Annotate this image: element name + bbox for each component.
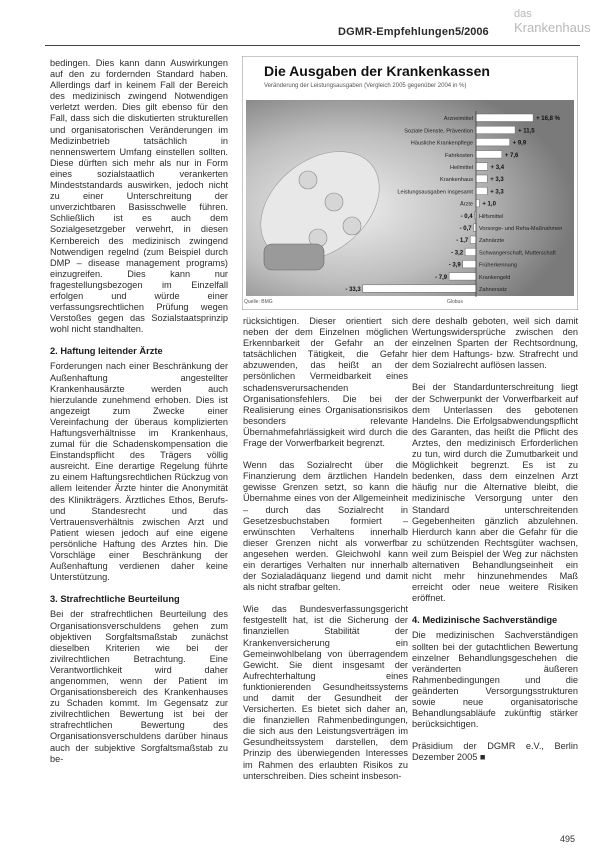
category-label: Krankenhaus	[440, 177, 473, 184]
running-title: DGMR-Empfehlungen	[338, 26, 456, 38]
category-label: Arzneimittel	[443, 116, 473, 123]
category-label: Zahnersatz	[479, 287, 507, 293]
value-label: - 0,4	[460, 213, 473, 220]
value-label: + 7,6	[504, 152, 519, 159]
paragraph: Forderungen nach einer Beschränkung der Außenhaftung angestellter Krankenhausärzte werden auch hierzulande zunehmend erhoben. Dies ist angezeigt zum Zwecke einer Vereinfachung der überaus komplizierten Haftungsverhältnisse im Krankenhaus, zumal für die Schadenskompensation die Einstandspflicht des Trägers völlig ausreicht. Eine derartige Regelung führte zu einem Haftungsrechtlichen Rückzug von allem leitender Ärzte hinter die Anonymität des Klinikträgers. Ärztliches Ethos, Berufs- und Standesrecht und das Vertrauensverhältnis zwischen Arzt und Patient wiesen jedoch auf eine eigene persönliche Haftung des Arztes hin. Die Vorschläge einer Beschränkung der Außenhaftung verdienen daher keine Unterstützung.	[50, 361, 228, 583]
bar	[463, 260, 476, 268]
pill	[343, 217, 361, 235]
bar	[476, 163, 488, 171]
category-label: Leistungsausgaben insgesamt	[397, 189, 473, 196]
category-label: Krankengeld	[479, 274, 511, 281]
bar	[449, 273, 476, 281]
signature: Präsidium der DGMR e.V., Berlin Dezember 2005 ■	[412, 741, 578, 763]
section-heading: 2. Haftung leitender Ärzte	[50, 346, 163, 357]
column-middle	[243, 316, 408, 793]
category-label: Schwangerschaft, Mutterschaft	[479, 250, 556, 257]
column-left	[50, 58, 228, 776]
value-label: - 0,7	[459, 226, 472, 232]
value-label: - 33,3	[345, 287, 361, 293]
category-label: Heilmittel	[449, 165, 473, 171]
pill	[325, 193, 343, 211]
paragraph: rücksichtigen. Dieser orientiert sich neben der dem Einzelnen möglichen Erkennbarkeit der Gefahr an der tatsächlichen Tätigkeit, die Gefahr abzuwenden, das heißt an der persönlichen Vermeidbarkeit eines schadensverursachenden Organisationsfehlers. Die bei der Realisierung eines Organisationsrisikos besonders relevante Übernahmefahrlässigkeit wird durch die Frage der Vorwerfbarkeit begrenzt.	[243, 316, 408, 449]
category-label: Häusliche Krankenpflege	[410, 140, 473, 147]
value-label: - 1,7	[456, 238, 469, 245]
paragraph: Wenn das Sozialrecht über die Finanzierung dem ärztlichen Handeln gewisse Grenzen setzt, so kann die Übernahme eines von der Allgemeinheit – durch das Sozialrecht in Gesetzesbuchstaben formiert – erwünschten Verhaltens innerhalb dieser Grenzen nicht als vorwerfbar angesehen werden. Gleichwohl kann ein derartiges Verhalten nur innerhalb der Sozialadäquanz liegend und damit als nicht strafbar gelten.	[243, 460, 408, 593]
bar	[476, 138, 510, 146]
value-label: - 7,9	[435, 274, 448, 281]
page-header	[0, 0, 610, 48]
category-label: Hilfsmittel	[479, 213, 504, 220]
chart-title: Die Ausgaben der Krankenkassen	[264, 63, 490, 79]
pill	[299, 171, 317, 189]
value-label: + 3,3	[490, 189, 504, 196]
value-label: + 16,8 %	[536, 116, 560, 123]
paragraph: Wie das Bundesverfassungsgericht festgestellt hat, ist die Sicherung der finanziellen Stabilität der Krankenversicherung ein Gemeinwohlbelang von überragendem Gewicht. Sie dient insgesamt der Aufrechterhaltung eines funktionierenden Gesundheitssystems und damit der Gesundheit der Versicherten. Es bietet sich daher an, die finanziellen Rahmenbedingungen, die sich aus den Leistungsverträgen im Gesundheitssystem darstellen, dem Prinzip des überwiegenden Interesses im Rahmen des erlaubten Risikos zu unterschreiben. Dies scheint insbeson-	[243, 604, 408, 781]
value-label: + 1,0	[482, 201, 496, 208]
category-label: Fahrkosten	[445, 152, 473, 159]
euro-coin	[264, 244, 324, 270]
value-label: - 3,2	[451, 250, 464, 257]
section-heading: 3. Strafrechtliche Beurteilung	[50, 594, 180, 605]
paragraph: Die medizinischen Sachverständigen sollten bei der gutachtlichen Bewertung einzelner Behandlungsgeschehen die veränderten äußeren Rahmenbedingungen und die geänderten Versorgungsstrukturen sowie neue organisatorische Behandlungsabläufe zukünftig stärker berücksichtigen.	[412, 630, 578, 730]
bar	[465, 248, 476, 256]
bar	[476, 199, 479, 207]
logo-line-2: Krankenhaus	[514, 20, 591, 35]
value-label: + 3,3	[490, 177, 504, 184]
paragraph: Bei der Standardunterschreitung liegt der Schwerpunkt der Vorwerfbarkeit auf dem Unterlassen des gebotenen Handelns. Die Erfolgsabwendungspflicht des Garanten, das heißt die Pflicht des Arztes, den medizinisch Erforderlichen zu tun, wird durch die Zumutbarkeit und Möglichkeit begrenzt. Es ist zu bedenken, dass dem einzelnen Arzt häufig nur die Alternative bleibt, die medizinische Versorgung unter den Standard unterschreitenden Gegebenheiten gänzlich abzulehnen. Hierdurch kann aber die Gefahr für die zu schützenden Rechtsgüter wachsen, weil zum Beispiel der Weg zur nächsten alternativen Behandlungseinheit ein nicht mehr hinzunehmendes Maß erreicht oder neue weitere Risiken eröffnet.	[412, 382, 578, 604]
chart-subtitle: Veränderung der Leistungsausgaben (Vergleich 2005 gegenüber 2004 in %)	[264, 83, 467, 89]
column-right	[412, 316, 578, 774]
bar	[476, 151, 502, 159]
category-label: Ärzte	[459, 201, 473, 208]
bar	[476, 114, 533, 122]
paragraph: bedingen. Dies kann dann Auswirkungen auf den zu fordernden Standard haben. Allerdings darf in keinem Fall der Bereich des medizinisch zwingend Notwendigen verletzt werden. Dies gilt ebenso für den Fall, dass sich die diskutierten strukturellen und organisatorischen Veränderungen im Medizinbetrieb tatsächlich in nennenswertem Umfang einstellen sollten. Diese dürften sich mehr als nur in Form eines sozialstaatlich verankerten Mindeststandards auswirken, jedoch nicht zu einer Unterschreitung der unverzichtbaren Basisschwelle führen. Schließlich ist es auch dem Sozialgesetzgeber verwehrt, in diesen Kernbereich des medizinisch zwingend Notwendigen regelnd (zum Beispiel durch DMP – disease management programs) einzugreifen. Dies kann nur fragestellungsbezogen im Einzelfall erfolgen und würde einer verfassungsrechtlichen Prüfung wegen Verstoßes gegen das Sozialstaatsprinzip wohl nicht standhalten.	[50, 58, 228, 335]
category-label: Zahnärzte	[479, 238, 505, 245]
paragraph: dere deshalb geboten, weil sich damit Wertungswidersprüche zwischen den einzelnen Sparten der Rechtsordnung, hier dem Haftungs- bzw. Strafrecht und dem Sozialrecht auflösen lassen.	[412, 316, 578, 371]
chart-svg	[242, 56, 578, 310]
value-label: - 3,9	[448, 262, 461, 269]
value-label: + 3,4	[490, 165, 505, 171]
category-label: Vorsorge- und Reha-Maßnahmen	[479, 226, 563, 232]
bar	[474, 224, 476, 232]
logo-line-1: das	[514, 8, 532, 20]
expenditure-chart	[242, 56, 578, 310]
journal-logo	[514, 8, 591, 42]
bar	[363, 285, 476, 293]
chart-source: Quelle: BMG	[244, 299, 273, 305]
header-rule	[45, 45, 580, 46]
bar	[476, 126, 515, 134]
bar	[476, 175, 487, 183]
bar	[470, 236, 476, 244]
chart-credit: Globus	[447, 299, 463, 305]
paragraph: Bei der strafrechtlichen Beurteilung des Organisationsverschuldens gehen zum objektiven Sorgfaltsmaßstab zunächst dieselben Kriterien wie bei der zivilrechtlichen Betrachtung. Eine Verantwortlichkeit wird daher angenommen, wenn der Patient im Organisationsbereich des Krankenhauses zu Schaden kommt. Im Gegensatz zur zivilrechtlichen Bewertung ist bei der strafrechtlichen Bewertung des Organisationsverschuldens darüber hinaus auch der subjektive Sorgfaltsmaßstab zu be-	[50, 609, 228, 764]
value-label: + 9,9	[512, 140, 527, 147]
category-label: Soziale Dienste, Prävention	[404, 128, 473, 135]
category-label: Früherkennung	[479, 262, 517, 269]
section-heading: 4. Medizinische Sachverständige	[412, 615, 558, 626]
page-number: 495	[560, 834, 576, 844]
bar	[476, 187, 487, 195]
value-label: + 11,5	[518, 128, 535, 135]
issue-number: 5/2006	[455, 26, 489, 38]
